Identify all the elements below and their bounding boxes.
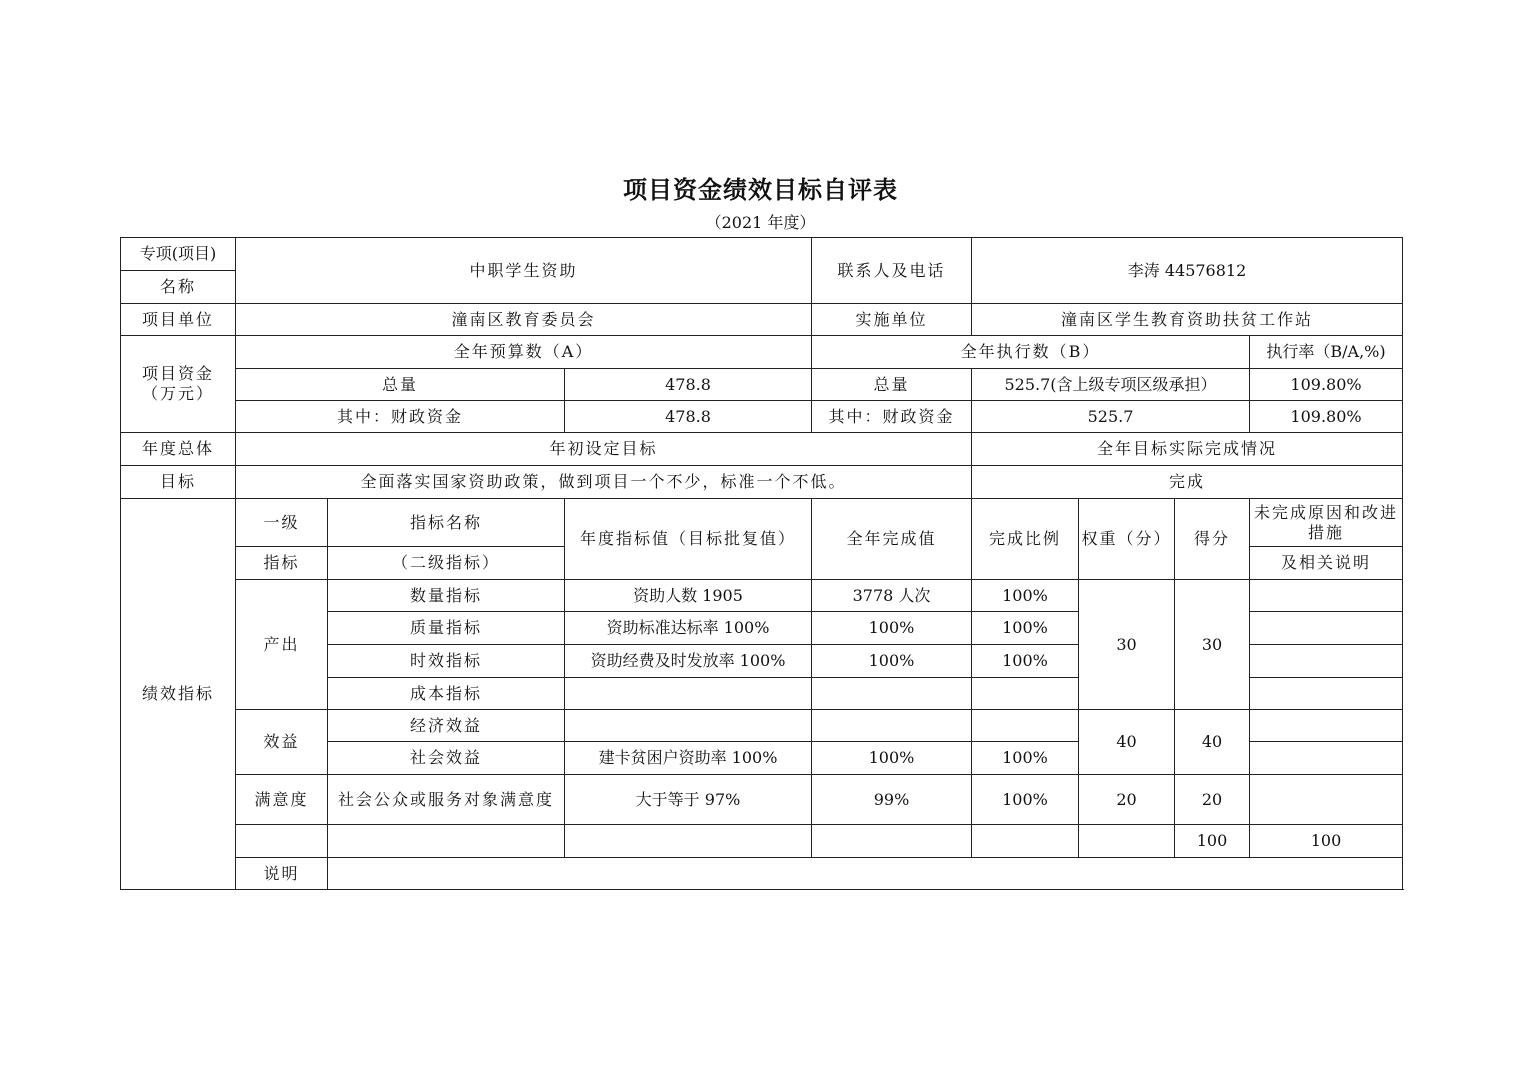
funds-fiscal-rate: 109.80% <box>1250 401 1403 433</box>
output-indicator-target: 资助经费及时发放率 100% <box>565 645 812 678</box>
benefit-indicator-ratio <box>972 710 1079 742</box>
overall-label-bottom: 目标 <box>121 466 236 499</box>
col-level1-header-top: 一级 <box>236 499 328 547</box>
total-blank-cell <box>812 825 972 858</box>
total-blank-cell <box>1079 825 1175 858</box>
funds-fiscal-exec: 525.7 <box>972 401 1250 433</box>
performance-table <box>120 237 1403 890</box>
benefit-weight: 40 <box>1079 710 1175 775</box>
output-indicator-target: 资助标准达标率 100% <box>565 612 812 645</box>
output-indicator-name: 数量指标 <box>328 580 565 612</box>
total-score: 100 <box>1250 825 1403 858</box>
output-indicator-actual: 100% <box>812 612 972 645</box>
actual-target-header: 全年目标实际完成情况 <box>972 433 1403 466</box>
col-score-header: 得分 <box>1175 499 1250 580</box>
col-name-header-bottom: （二级指标） <box>328 547 565 580</box>
benefit-indicator-ratio: 100% <box>972 742 1079 775</box>
benefit-indicator-reason <box>1250 742 1403 775</box>
output-indicator-reason <box>1250 645 1403 678</box>
funds-total-budget: 478.8 <box>565 369 812 401</box>
satisfaction-indicator-name: 社会公众或服务对象满意度 <box>328 775 565 825</box>
project-unit-label: 项目单位 <box>121 304 236 336</box>
total-blank-cell <box>972 825 1079 858</box>
page-subtitle-year: （2021 年度） <box>705 213 816 232</box>
col-level1-header-bottom: 指标 <box>236 547 328 580</box>
set-target-header: 年初设定目标 <box>236 433 972 466</box>
output-indicator-target <box>565 678 812 710</box>
satisfaction-indicator-target: 大于等于 97% <box>565 775 812 825</box>
output-indicator-reason <box>1250 612 1403 645</box>
contact-value: 李涛 44576812 <box>972 238 1403 304</box>
notes-label: 说明 <box>236 858 328 890</box>
funds-fiscal-label-a: 其中：财政资金 <box>236 401 565 433</box>
satisfaction-score: 20 <box>1175 775 1250 825</box>
output-score: 30 <box>1175 580 1250 710</box>
set-target-value: 全面落实国家资助政策，做到项目一个不少，标准一个不低。 <box>236 466 972 499</box>
satisfaction-label: 满意度 <box>236 775 328 825</box>
col-actual-header: 全年完成值 <box>812 499 972 580</box>
project-unit-value: 潼南区教育委员会 <box>236 304 812 336</box>
col-weight-header: 权重（分） <box>1079 499 1175 580</box>
output-indicator-target: 资助人数 1905 <box>565 580 812 612</box>
actual-target-value: 完成 <box>972 466 1403 499</box>
output-indicator-name: 质量指标 <box>328 612 565 645</box>
funds-label <box>121 336 236 433</box>
rate-header: 执行率（B/A,%) <box>1250 336 1403 369</box>
funds-label-line1: 项目资金 <box>141 364 214 383</box>
project-name-label-bottom: 名称 <box>121 271 236 304</box>
output-weight: 30 <box>1079 580 1175 710</box>
satisfaction-reason <box>1250 775 1403 825</box>
total-blank-cell <box>328 825 565 858</box>
exec-header: 全年执行数（B） <box>812 336 1250 369</box>
benefit-indicator-target: 建卡贫困户资助率 100% <box>565 742 812 775</box>
page-title: 项目资金绩效目标自评表 <box>623 176 898 204</box>
output-indicator-name: 成本指标 <box>328 678 565 710</box>
satisfaction-indicator-ratio: 100% <box>972 775 1079 825</box>
contact-label: 联系人及电话 <box>812 238 972 304</box>
output-indicator-reason <box>1250 678 1403 710</box>
benefit-indicator-reason <box>1250 710 1403 742</box>
output-indicator-actual: 100% <box>812 645 972 678</box>
satisfaction-indicator-actual: 99% <box>812 775 972 825</box>
benefit-label: 效益 <box>236 710 328 775</box>
funds-fiscal-label-b: 其中：财政资金 <box>812 401 972 433</box>
funds-total-label-b: 总量 <box>812 369 972 401</box>
overall-label-top: 年度总体 <box>121 433 236 466</box>
benefit-indicator-name: 经济效益 <box>328 710 565 742</box>
output-indicator-name: 时效指标 <box>328 645 565 678</box>
total-blank-cell <box>565 825 812 858</box>
notes-value <box>328 858 1403 890</box>
col-ratio-header: 完成比例 <box>972 499 1079 580</box>
project-name-value: 中职学生资助 <box>236 238 812 304</box>
output-indicator-actual <box>812 678 972 710</box>
funds-total-rate: 109.80% <box>1250 369 1403 401</box>
output-label: 产出 <box>236 580 328 710</box>
output-indicator-reason <box>1250 580 1403 612</box>
output-indicator-ratio: 100% <box>972 645 1079 678</box>
output-indicator-actual: 3778 人次 <box>812 580 972 612</box>
col-reason-header-top: 未完成原因和改进措施 <box>1250 499 1403 547</box>
impl-unit-label: 实施单位 <box>812 304 972 336</box>
satisfaction-weight: 20 <box>1079 775 1175 825</box>
project-name-label-top: 专项(项目) <box>121 238 236 271</box>
benefit-score: 40 <box>1175 710 1250 775</box>
perf-label: 绩效指标 <box>121 499 236 890</box>
col-target-header: 年度指标值（目标批复值） <box>565 499 812 580</box>
col-name-header-top: 指标名称 <box>328 499 565 547</box>
total-weight: 100 <box>1175 825 1250 858</box>
benefit-indicator-target <box>565 710 812 742</box>
funds-total-exec: 525.7(含上级专项区级承担） <box>972 369 1250 401</box>
benefit-indicator-name: 社会效益 <box>328 742 565 775</box>
col-reason-header-bottom: 及相关说明 <box>1250 547 1403 580</box>
funds-fiscal-budget: 478.8 <box>565 401 812 433</box>
benefit-indicator-actual: 100% <box>812 742 972 775</box>
funds-label-line2: （万元） <box>141 384 214 403</box>
benefit-indicator-actual <box>812 710 972 742</box>
impl-unit-value: 潼南区学生教育资助扶贫工作站 <box>972 304 1403 336</box>
output-indicator-ratio: 100% <box>972 612 1079 645</box>
output-indicator-ratio <box>972 678 1079 710</box>
funds-total-label-a: 总量 <box>236 369 565 401</box>
budget-header: 全年预算数（A） <box>236 336 812 369</box>
output-indicator-ratio: 100% <box>972 580 1079 612</box>
total-blank-cell <box>236 825 328 858</box>
